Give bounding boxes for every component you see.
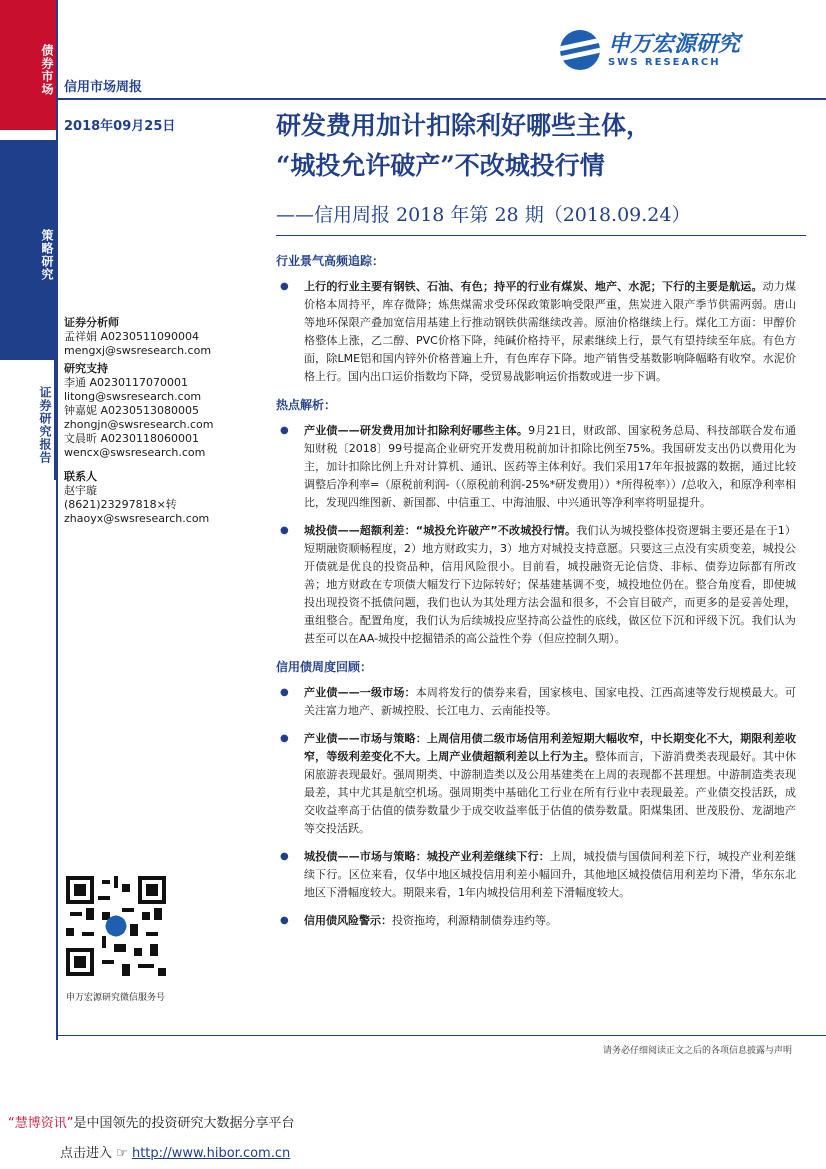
analyst-line: 孟祥娟 A0230511090004 [64,330,200,343]
bullet-text: 投资拖垮，利源精制债券违约等。 [392,914,557,927]
side-tab-strategy: 策略研究 [0,140,56,360]
bullet-text: 9月21日，财政部、国家税务总局、科技部联合发布通知财税〔2018〕99号提高企业研究开发费用税前加计扣除比例至75%。我国研发支出仍以费用化为主，加计扣除比例上升对计算机、通讯、医药等主体利好。我们采用17年年报披露的数据，通过比较调整后净利率=（原税前利润-（（原税前利润-25%*研发费用））*所得税率））/总收入，和原净利率相比，发现四维图新、新国都、中信重工、中海油服、中兴通讯等净利率将明显提升。 [304,424,797,509]
header-divider [58,98,826,100]
bullet-text: 整体而言，下游消费类表现最好。其中休闲旅游表现最好。强周期类、中游制造类以及公用基建类在上周的表现都不甚理想。中游制造类表现最差，其中尤其是航空机场。强周期类中基础化工行业在所有行业中表现最差。产业债交投活跃，成交收益率高于估值的债券数量少于成交收益率低于估值的债券数量。阳煤集团、世茂股份、龙湖地产等交投活跃。 [304,750,797,835]
bullet-lead: 城投债——市场与策略：城投产业利差继续下行： [304,850,550,863]
title-line-1: 研发费用加计扣除利好哪些主体， [276,111,652,140]
logo-cn: 申万宏源研究 [608,31,741,57]
bullet-item [276,684,796,720]
footer-ad [8,1112,295,1131]
analyst-email[interactable]: mengxj@swsresearch.com [64,344,212,357]
author-sidebar [64,312,264,526]
contact-phone: (8621)23297818×转 [64,498,177,511]
footer-link[interactable] [60,1142,290,1161]
bullet-text: 上周，城投债与国债间利差下行，城投产业利差继续下行。区位来看，仅华中地区城投信用利差小幅回升，其他地区城投债信用利差均下滑，华东东北地区下滑幅度较大。期限来看，1年内城投信用利差下滑幅度较大。 [304,850,796,899]
cursor-hand-icon: ☞ [116,1146,128,1161]
report-type: 信用市场周报 [64,80,143,95]
report-body [276,248,796,940]
report-date: 2018年09月25日 [64,119,176,134]
bullet-item [276,278,796,386]
sws-logo-icon [560,30,600,70]
bullet-lead: 产业债——一级市场： [304,686,416,699]
analyst-heading: 证券分析师 [64,316,119,329]
disclaimer: 请务必仔细阅读正文之后的各项信息披露与声明 [602,1046,792,1056]
logo-en: SWS RESEARCH [608,56,721,68]
footer-link-prefix: 点击进入 [60,1146,113,1161]
report-title [276,106,651,186]
side-tab-bond-market: 债券市场 [0,0,56,130]
support-heading: 研究支持 [64,362,108,375]
sws-logo [560,30,740,70]
title-line-2: “城投允许破产”不改城投行情 [276,151,605,180]
section-heading: 行业景气高频追踪： [276,254,385,268]
contact-line: 赵宇璇 [64,484,97,497]
footer-ad-text: 是中国领先的投资研究大数据分享平台 [73,1116,295,1131]
support-line: 李通 A0230117070001 [64,376,189,389]
support-line: 文晨昕 A0230118060001 [64,432,200,445]
section-heading: 热点解析： [276,398,337,412]
bullet-item [276,912,796,930]
support-email[interactable]: wencx@swsresearch.com [64,446,206,459]
bullet-lead: 产业债——研发费用加计扣除利好哪些主体。 [304,424,529,437]
contact-email[interactable]: zhaoyx@swsresearch.com [64,512,210,525]
footer-url[interactable]: http://www.hibor.com.cn [131,1146,291,1161]
support-email[interactable]: zhongjn@swsresearch.com [64,418,214,431]
bullet-item [276,730,796,838]
side-divider [56,0,58,1040]
bullet-item [276,522,796,648]
footer-divider [58,1035,826,1036]
bullet-text: 动力煤价格本周持平，库存微降；炼焦煤需求受环保政策影响受限严重，焦炭进入限产季节供需两弱。唐山等地环保限产叠加宽信用基建上行推动钢铁供需继续改善。原油价格继续上行。煤化工方面：甲醇价格整体上涨，乙二醇、PVC价格下降，纯碱价格持平，尿素继续上行，景气有望持续至年底。有色方面，除LME铝和国内锌外价格普遍上升，有色库存下降。地产销售受基数影响降幅略有收窄。水泥价格上行。国内出口运价指数均下降，受贸易战影响运价指数或进一步下调。 [304,280,796,383]
bullet-text: 我们认为城投整体投资逻辑主要还是在于1）短期融资顺畅程度，2）地方财政实力，3）地方对城投支持意愿。只要这三点没有实质变差，城投公开债就是优良的投资品种，信用风险很小。目前看，城投融资无论信贷、非标、债券边际都有所改善；地方财政在专项债大幅发行下边际转好；保基建基调不变，城投地位仍在。整合角度看，即使城投出现投资不抵债问题，我们也认为其处理方法会温和很多，不会盲目破产，而更多的是妥善处理，重组整合。配置角度，我们认为后续城投应坚持高公益性的底线，做区位下沉和评级下沉。我们认为甚至可以在AA-城投中挖掘错杀的高公益性个券（但应控制久期）。 [304,524,797,645]
title-divider [276,235,806,236]
footer-brand: “慧博资讯” [8,1116,74,1131]
side-tab-report: 证券研究报告 [0,360,56,480]
support-email[interactable]: litong@swsresearch.com [64,390,202,403]
bullet-lead: 城投债——超额利差：“城投允许破产”不改城投行情。 [304,524,577,537]
bullet-item [276,848,796,902]
bullet-lead: 上行的行业主要有钢铁、石油、有色；持平的行业有煤炭、地产、水泥；下行的主要是航运。 [304,280,763,293]
bullet-lead: 产业债——市场与策略：上周信用债二级市场信用利差短期大幅收窄，中长期变化不大，期限利差收窄，等级利差变化不大。上周产业债超额利差以上行为主。 [304,732,796,763]
bullet-item [276,422,796,512]
bullet-text: 本周将发行的债券来看，国家核电、国家电投、江西高速等发行规模最大。可关注富力地产、新城控股、长江电力、云南能投等。 [304,686,797,717]
wechat-qr-code [66,876,166,976]
qr-caption: 申万宏源研究微信服务号 [66,993,166,1003]
support-line: 钟嘉妮 A0230513080005 [64,404,200,417]
contact-heading: 联系人 [64,470,97,483]
bullet-lead: 信用债风险警示： [304,914,392,927]
section-heading: 信用债周度回顾： [276,660,373,674]
report-subtitle: ——信用周报 2018 年第 28 期（2018.09.24） [276,204,691,226]
